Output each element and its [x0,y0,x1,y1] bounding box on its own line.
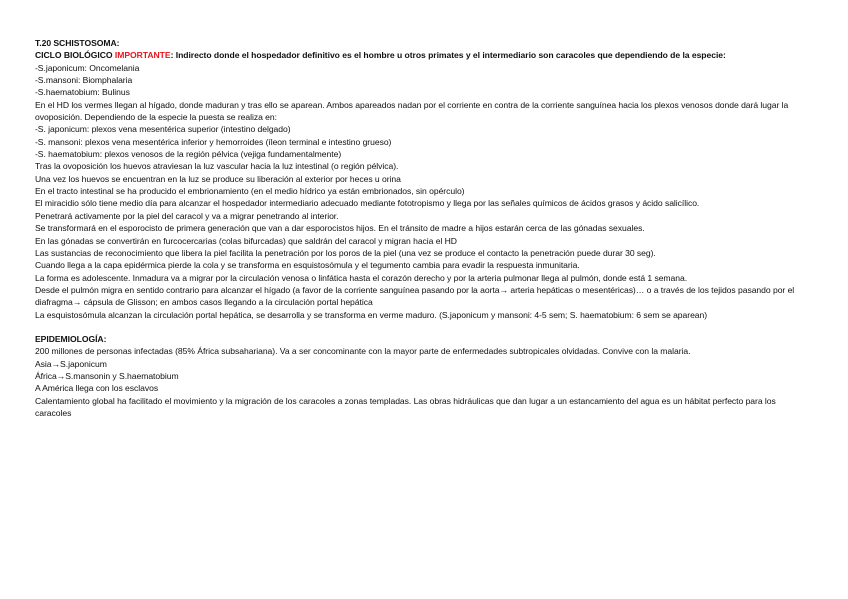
ciclo-heading: CICLO BIOLÓGICO [35,50,113,61]
document-page [35,37,813,419]
section-gap [35,321,813,333]
text-line: 200 millones de personas infectadas (85% África subsahariana). Va a ser concominante con la mayor parte de enfermedades subtropicales olvidadas. Convive con la malaria. [35,346,691,357]
text-line: A América llega con los esclavos [35,383,159,394]
text-line: Calentamiento global ha facilitado el movimiento y la migración de los caracoles a zonas templadas. Las obras hidráulicas que dan lugar a un estancamiento del agua es un hábitat perfecto para los caracoles [35,395,776,418]
epidemiologia-heading: EPIDEMIOLOGÍA: [35,333,107,344]
text-line: En el HD los vermes llegan al hígado, donde maduran y tras ello se aparean. Ambos apareados nadan por el corriente en contra de la corriente sanguínea hacia los plexos venosos donde dará lugar la ovoposición. Dependiendo de la especie la puesta se realiza en: [35,99,789,123]
text-line: -S. mansoni: plexos vena mesentérica inferior y hemorroides (íleon terminal e intestino grueso) [35,136,392,147]
text-line: Una vez los huevos se encuentran en la luz se produce su liberación al exterior por heces u orina [35,173,401,184]
epidemiologia-body [35,345,813,419]
text-line: Desde el pulmón migra en sentido contrario para alcanzar el hígado (a favor de la corriente sanguínea pasando por la aorta→ arteria hepáticas o mesentéricas)… o a través de los tejidos pasando por el diafragma→ cápsula de Glisson; en ambos casos llegando a la circulación portal hepática [35,284,795,308]
text-line: En el tracto intestinal se ha producido el embrionamiento (en el medio hídrico ya están embrionados, sin opérculo) [35,186,465,197]
text-line: Las sustancias de reconocimiento que libera la piel facilita la penetración por los poros de la piel (una vez se produce el contacto la penetración puede durar 30 seg). [35,247,656,258]
text-line: El miracidio sólo tiene medio día para alcanzar el hospedador intermediario adecuado mediante fototropismo y llega por las señales químicos de ácidos grasos y ácido salicílico. [35,198,700,209]
ciclo-intro [35,49,813,61]
text-line: En las gónadas se convertirán en furcocercarias (colas bifurcadas) que saldrán del caracol y migran hacia el HD [35,235,457,246]
document-title: T.20 SCHISTOSOMA: [35,38,120,48]
text-line: -S.japonicum: Oncomelania [35,62,140,73]
text-line: -S.mansoni: Biomphalaria [35,75,133,86]
importante-highlight: IMPORTANTE [114,50,171,61]
text-line: Se transformará en el esporocisto de primera generación que van a dar esporocistos hijos. En el tránsito de madre a hijos estarán cerca de las gónadas sexuales. [35,223,645,234]
text-line: Penetrará activamente por la piel del caracol y va a migrar penetrando al interior. [35,210,339,221]
text-line: Cuando llega a la capa epidérmica pierde la cola y se transforma en esquistosómula y el tegumento cambia para evadir la respuesta inmunitaria. [35,260,580,271]
text-line: -S. haematobium: plexos venosos de la región pélvica (vejiga fundamentalmente) [35,149,342,160]
text-line: África→S.mansonin y S.haematobium [35,370,179,381]
text-line: Asia→S.japonicum [35,358,107,369]
text-line: Tras la ovoposición los huevos atraviesan la luz vascular hacia la luz intestinal (o región pélvica). [35,161,399,172]
ciclo-intro-text: : Indirecto donde el hospedador definitivo es el hombre u otros primates y el intermediario son caracoles que dependiendo de la especie: [170,50,726,61]
ciclo-body [35,62,813,321]
text-line: -S. japonicum: plexos vena mesentérica superior (intestino delgado) [35,124,291,135]
text-line: La esquistosómula alcanzan la circulación portal hepática, se desarrolla y se transforma en verme maduro. (S.japonicum y mansoni: 4-5 sem; S. haematobium: 6 sem se aparean) [35,309,708,320]
text-line: -S.haematobium: Bulinus [35,87,130,98]
text-line: La forma es adolescente. Inmadura va a migrar por la circulación venosa o linfática hasta el corazón derecho y por la arteria pulmonar llega al pulmón, donde está 1 semana. [35,272,688,283]
